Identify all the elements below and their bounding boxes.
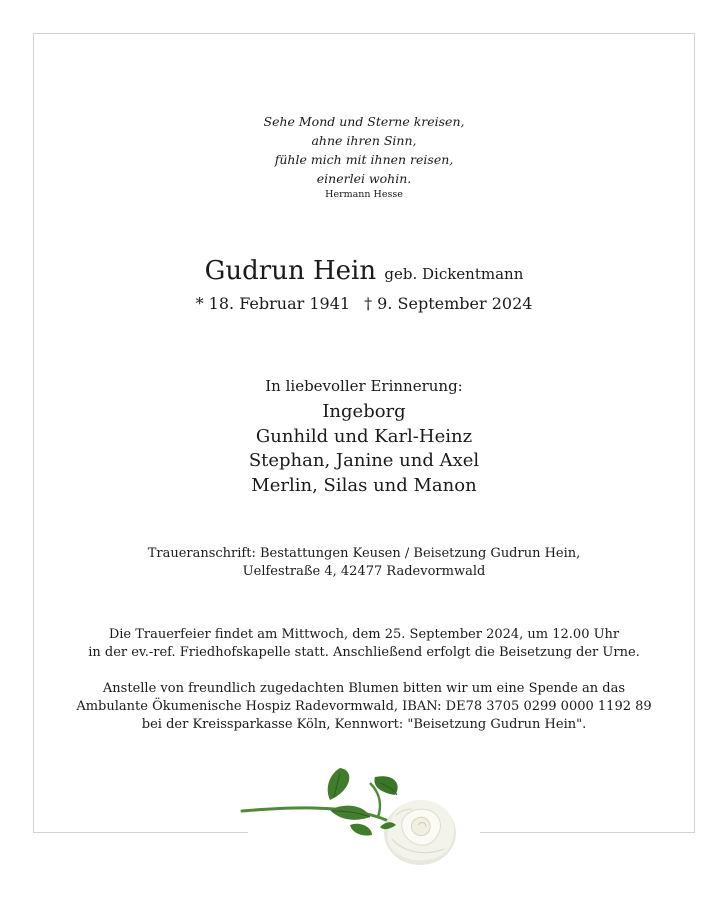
deceased-name: Gudrun Hein (204, 256, 377, 286)
mourner: Stephan, Janine und Axel (248, 450, 480, 471)
ceremony-line: in der ev.-ref. Friedhofskapelle statt. Anschließend erfolgt die Beisetzung der Urne. (88, 645, 640, 660)
white-rose-icon (230, 755, 470, 870)
maiden-name: geb. Dickentmann (384, 265, 524, 283)
donation-line: Ambulante Ökumenische Hospiz Radevormwald, IBAN: DE78 3705 0299 0000 1192 89 (76, 699, 652, 714)
donation-notice (33, 680, 695, 734)
donation-line: Anstelle von freundlich zugedachten Blumen bitten wir um eine Spende an das (102, 681, 626, 696)
ceremony-line: Die Trauerfeier findet am Mittwoch, dem 25. September 2024, um 12.00 Uhr (108, 627, 620, 642)
mourners-list (33, 400, 695, 498)
poem-line: einerlei wohin. (316, 171, 412, 186)
poem (33, 112, 695, 202)
donation-line: bei der Kreissparkasse Köln, Kennwort: "Beisetzung Gudrun Hein". (141, 717, 587, 732)
address-line: Traueranschrift: Bestattungen Keusen / Beisetzung Gudrun Hein, (147, 546, 581, 561)
poem-author: Hermann Hesse (325, 189, 403, 200)
mourner: Ingeborg (322, 401, 406, 422)
mourning-address (33, 545, 695, 581)
deceased-name-line (33, 255, 695, 290)
birth-date: * 18. Februar 1941 (195, 294, 351, 313)
mourner: Gunhild und Karl-Heinz (255, 425, 473, 447)
poem-line: ahne ihren Sinn, (311, 133, 417, 148)
death-date: † 9. September 2024 (364, 294, 533, 313)
poem-line: fühle mich mit ihnen reisen, (274, 152, 454, 167)
life-dates (33, 293, 695, 315)
memory-heading: In liebevoller Erinnerung: (265, 377, 463, 395)
address-line: Uelfestraße 4, 42477 Radevormwald (242, 564, 486, 579)
mourner: Merlin, Silas und Manon (251, 474, 477, 496)
poem-line: Sehe Mond und Sterne kreisen, (263, 114, 465, 129)
ceremony-notice (33, 626, 695, 662)
